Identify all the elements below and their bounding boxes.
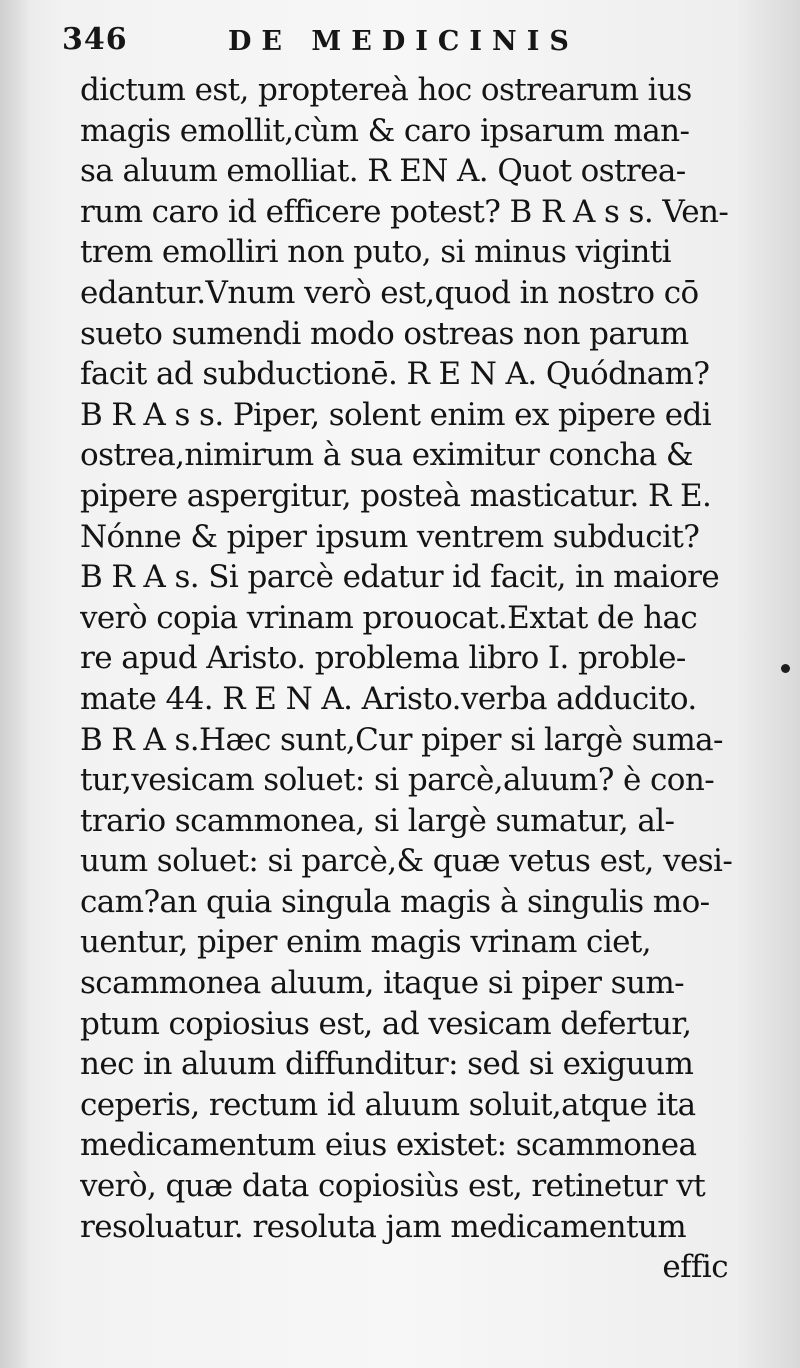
- text-line: ptum copiosius est, ad vesicam defertur,: [80, 1005, 692, 1042]
- text-line: medicamentum eius existet: scammonea: [80, 1127, 697, 1164]
- text-line: rum caro id efficere potest? B R A s s. Ven-: [80, 193, 729, 230]
- text-line: mate 44. R E N A. Aristo.verba adducito.: [80, 680, 697, 717]
- text-line: scammonea aluum, itaque si piper sum-: [80, 965, 684, 1002]
- text-line: resoluatur. resoluta jam medicamentum: [80, 1208, 687, 1245]
- text-line: dictum est, proptereà hoc ostrearum ius: [80, 72, 692, 108]
- text-line: tur,vesicam soluet: si parcè,aluum? è con-: [80, 762, 715, 799]
- text-line: cam?an quia singula magis à singulis mo-: [80, 883, 710, 920]
- text-line: facit ad subductionē. R E N A. Quódnam?: [80, 356, 710, 393]
- text-line: uentur, piper enim magis vrinam ciet,: [80, 924, 651, 961]
- text-line: B R A s s. Piper, solent enim ex pipere edi: [80, 396, 712, 433]
- text-line: edantur.Vnum verò est,quod in nostro cō: [80, 274, 699, 311]
- text-line: re apud Aristo. problema libro I. proble-: [80, 640, 686, 677]
- text-line: sa aluum emolliat. R EN A. Quot ostrea-: [80, 153, 686, 190]
- text-line: B R A s. Si parcè edatur id facit, in maiore: [80, 559, 720, 596]
- text-line: verò copia vrinam prouocat.Extat de hac: [80, 599, 698, 636]
- text-line: nec in aluum diffunditur: sed si exiguum: [80, 1046, 694, 1083]
- margin-dot-mark: [781, 664, 790, 673]
- text-line: trario scammonea, si largè sumatur, al-: [80, 802, 675, 839]
- text-line: pipere aspergitur, posteà masticatur. R E.: [80, 477, 712, 514]
- text-line: ceperis, rectum id aluum soluit,atque ita: [80, 1086, 696, 1123]
- catchword: effic: [662, 1249, 728, 1286]
- text-line: magis emollit,cùm & caro ipsarum man-: [80, 112, 690, 149]
- gutter-shadow: [0, 0, 30, 1368]
- text-line: sueto sumendi modo ostreas non parum: [80, 315, 689, 352]
- text-line: uum soluet: si parcè,& quæ vetus est, vesi-: [80, 843, 733, 880]
- body-text: [80, 70, 750, 1288]
- page-header: [58, 22, 658, 64]
- page-number: 346: [62, 22, 128, 57]
- text-line: B R A s.Hæc sunt,Cur piper si largè suma-: [80, 721, 723, 758]
- text-line: trem emolliri non puto, si minus viginti: [80, 234, 671, 271]
- text-line: Nónne & piper ipsum ventrem subducit?: [80, 518, 700, 555]
- text-line: verò, quæ data copiosiùs est, retinetur vt: [80, 1168, 706, 1205]
- text-line: ostrea,nimirum à sua eximitur concha &: [80, 437, 693, 474]
- running-title: DE MEDICINIS: [228, 26, 579, 57]
